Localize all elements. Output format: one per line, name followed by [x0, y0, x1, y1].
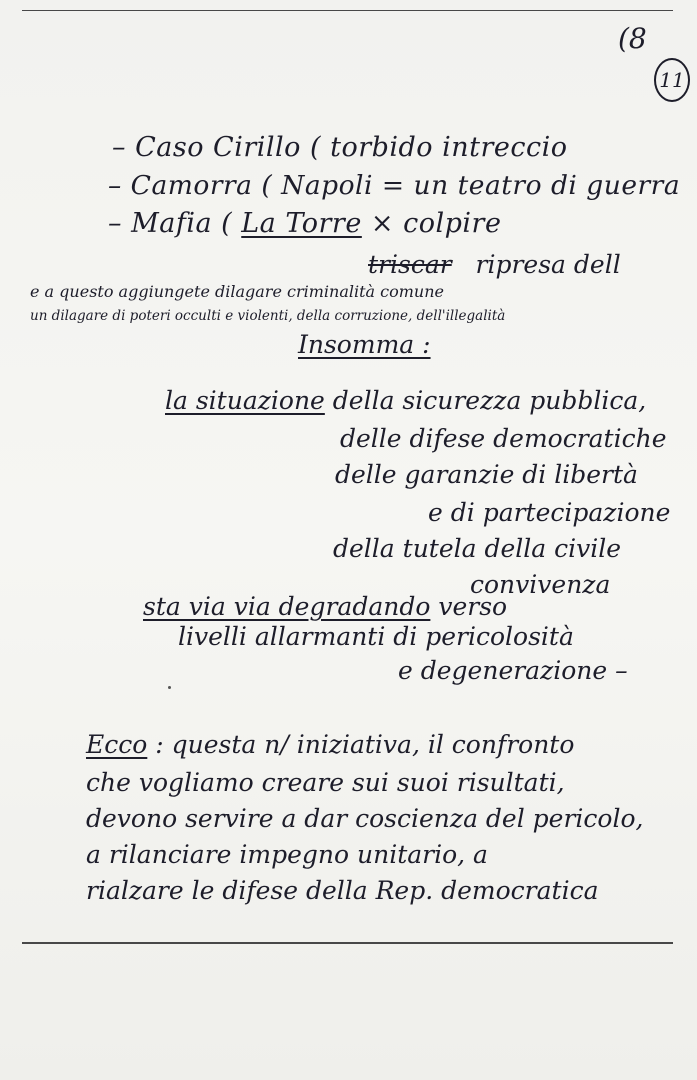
degradando-underlined: sta via via degradando: [143, 592, 431, 621]
line-poteri-occulti: un dilagare di poteri occulti e violenti, della corruzione, dell'illegalità: [30, 308, 506, 324]
line-tutela: della tutela della civile: [333, 534, 622, 563]
sicurezza-text: della sicurezza pubblica,: [324, 386, 647, 415]
line-camorra: – Camorra ( Napoli = un teatro di guerra: [108, 170, 681, 201]
verso-text: verso: [430, 592, 508, 621]
mafia-prefix: – Mafia (: [108, 208, 242, 239]
ecco-underlined: Ecco: [86, 730, 148, 759]
line-degenerazione: e degenerazione –: [398, 656, 628, 685]
line-insomma: Insomma :: [298, 330, 431, 359]
line-difese-democratiche: delle difese democratiche: [340, 424, 667, 453]
line-situazione: [165, 386, 646, 415]
ink-dot: [168, 686, 171, 689]
bottom-rule: [22, 942, 673, 944]
line-rilanciare: a rilanciare impegno unitario, a: [86, 840, 488, 869]
line-partecipazione: e di partecipazione: [428, 498, 671, 527]
top-rule: [22, 10, 673, 11]
circled-number-text: 11: [659, 68, 685, 92]
line-convivenza: convivenza: [470, 570, 611, 599]
mafia-suffix: × colpire: [361, 208, 502, 239]
iniziativa-text: : questa n/ iniziativa, il confronto: [147, 730, 575, 759]
line-ripresa: [368, 250, 621, 279]
line-degradando: [143, 592, 507, 621]
struck-word: triscar: [368, 250, 452, 279]
ripresa-text: ripresa dell: [475, 250, 621, 279]
line-rialzare: rialzare le difese della Rep. democratica: [86, 876, 599, 905]
line-livelli: livelli allarmanti di pericolosità: [178, 622, 574, 651]
line-garanzie: delle garanzie di libertà: [335, 460, 638, 489]
line-vogliamo: che vogliamo creare sui suoi risultati,: [86, 768, 565, 797]
line-mafia: [108, 208, 501, 239]
la-torre-underlined: La Torre: [241, 208, 362, 239]
situazione-underlined: la situazione: [165, 386, 325, 415]
line-coscienza: devono servire a dar coscienza del pericolo,: [86, 804, 644, 833]
circled-page-number: [654, 58, 690, 102]
line-caso-cirillo: – Caso Cirillo ( torbido intreccio: [112, 132, 568, 163]
line-ecco: [86, 730, 574, 759]
line-dilagare-criminalita: e a questo aggiungete dilagare criminalità comune: [30, 282, 444, 301]
page-number: (8: [618, 22, 647, 55]
